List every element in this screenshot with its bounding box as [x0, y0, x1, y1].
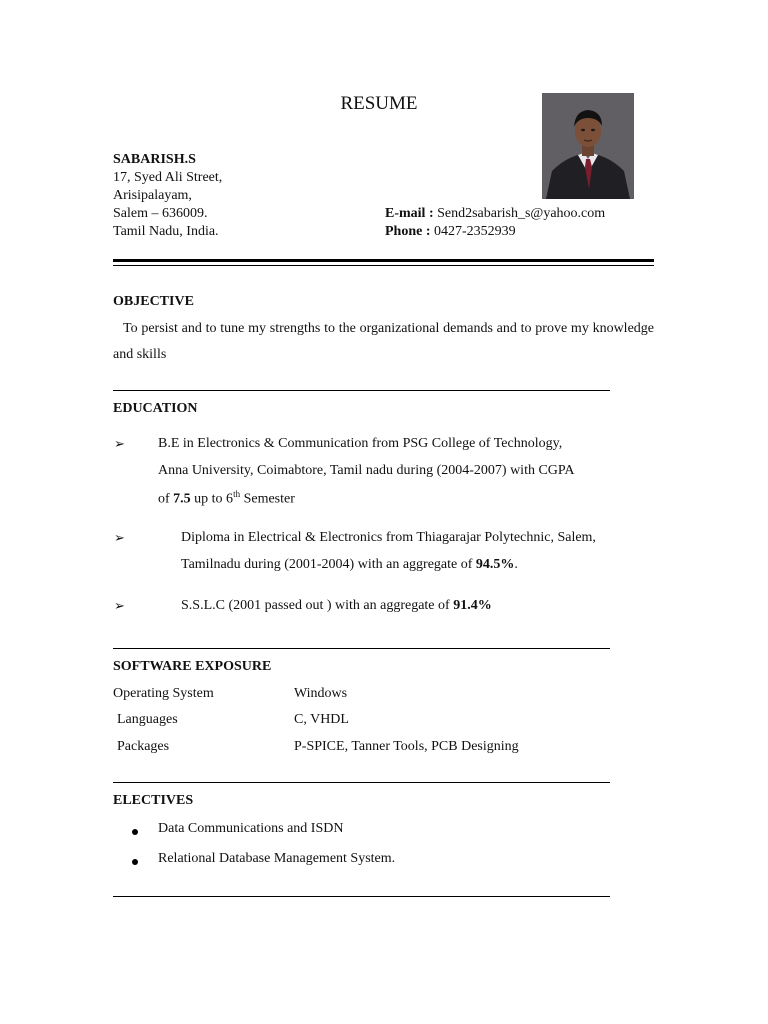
software-row-label: Operating System	[113, 686, 214, 701]
section-divider	[113, 896, 610, 897]
sslc-text: S.S.L.C (2001 passed out ) with an aggregate of	[181, 598, 450, 613]
cgpa-prefix: of	[158, 491, 170, 507]
profile-photo-image	[542, 93, 634, 199]
education-item-1-line-2: Anna University, Coimabtore, Tamil nadu during (2004-2007) with CGPA	[158, 463, 575, 478]
phone-value: 0427-2352939	[434, 224, 516, 239]
header-divider-thin	[113, 265, 654, 266]
education-item-1-line-3	[158, 489, 295, 508]
address-line-1: 17, Syed Ali Street,	[113, 170, 223, 185]
elective-item: Data Communications and ISDN	[158, 821, 344, 836]
education-item-2-line-1: Diploma in Electrical & Electronics from Thiagarajar Polytechnic, Salem,	[181, 530, 596, 545]
address-line-4: Tamil Nadu, India.	[113, 224, 219, 239]
profile-photo	[542, 93, 634, 199]
page-title: RESUME	[340, 93, 418, 114]
objective-text: To persist and to tune my strengths to the organizational demands and to prove my knowledge and skills	[113, 321, 654, 362]
section-divider	[113, 782, 610, 783]
sslc-aggregate: 91.4%	[453, 598, 492, 613]
email-label: E-mail :	[385, 206, 434, 221]
arrow-bullet-icon: ➢	[114, 598, 125, 613]
candidate-name: SABARISH.S	[113, 152, 196, 167]
section-divider	[113, 648, 610, 649]
education-heading: EDUCATION	[113, 401, 198, 416]
software-row-label: Languages	[117, 712, 178, 727]
software-row-value: P-SPICE, Tanner Tools, PCB Designing	[294, 739, 519, 754]
education-item-1-line-1: B.E in Electronics & Communication from PSG College of Technology,	[158, 436, 563, 451]
arrow-bullet-icon: ➢	[114, 436, 125, 451]
section-divider	[113, 390, 610, 391]
electives-heading: ELECTIVES	[113, 793, 194, 808]
objective-heading: OBJECTIVE	[113, 294, 194, 309]
address-line-3: Salem – 636009.	[113, 206, 208, 221]
cgpa-mid: up to 6	[194, 491, 234, 507]
aggregate-prefix: Tamilnadu during (2001-2004) with an aggregate of	[181, 557, 473, 572]
header-divider-thick	[113, 259, 654, 262]
ordinal-suffix: th	[233, 489, 241, 499]
bullet-dot-icon	[131, 855, 139, 871]
bullet-dot-icon	[131, 825, 139, 841]
cgpa-value: 7.5	[173, 491, 191, 507]
elective-item: Relational Database Management System.	[158, 851, 396, 866]
education-item-3	[181, 598, 492, 614]
education-item-2-line-2	[181, 557, 518, 573]
address-line-2: Arisipalayam,	[113, 188, 192, 203]
software-row-value: Windows	[294, 686, 348, 701]
email-value: Send2sabarish_s@yahoo.com	[437, 206, 606, 221]
software-heading: SOFTWARE EXPOSURE	[113, 659, 272, 674]
aggregate-value: 94.5%	[475, 557, 515, 572]
email-line	[385, 206, 605, 222]
software-row-value: C, VHDL	[294, 712, 349, 727]
software-row-label: Packages	[117, 739, 170, 754]
phone-label: Phone :	[385, 224, 431, 239]
arrow-bullet-icon: ➢	[114, 530, 125, 545]
aggregate-suffix: .	[514, 557, 518, 572]
phone-line	[385, 224, 516, 240]
cgpa-suffix: Semester	[243, 491, 295, 507]
